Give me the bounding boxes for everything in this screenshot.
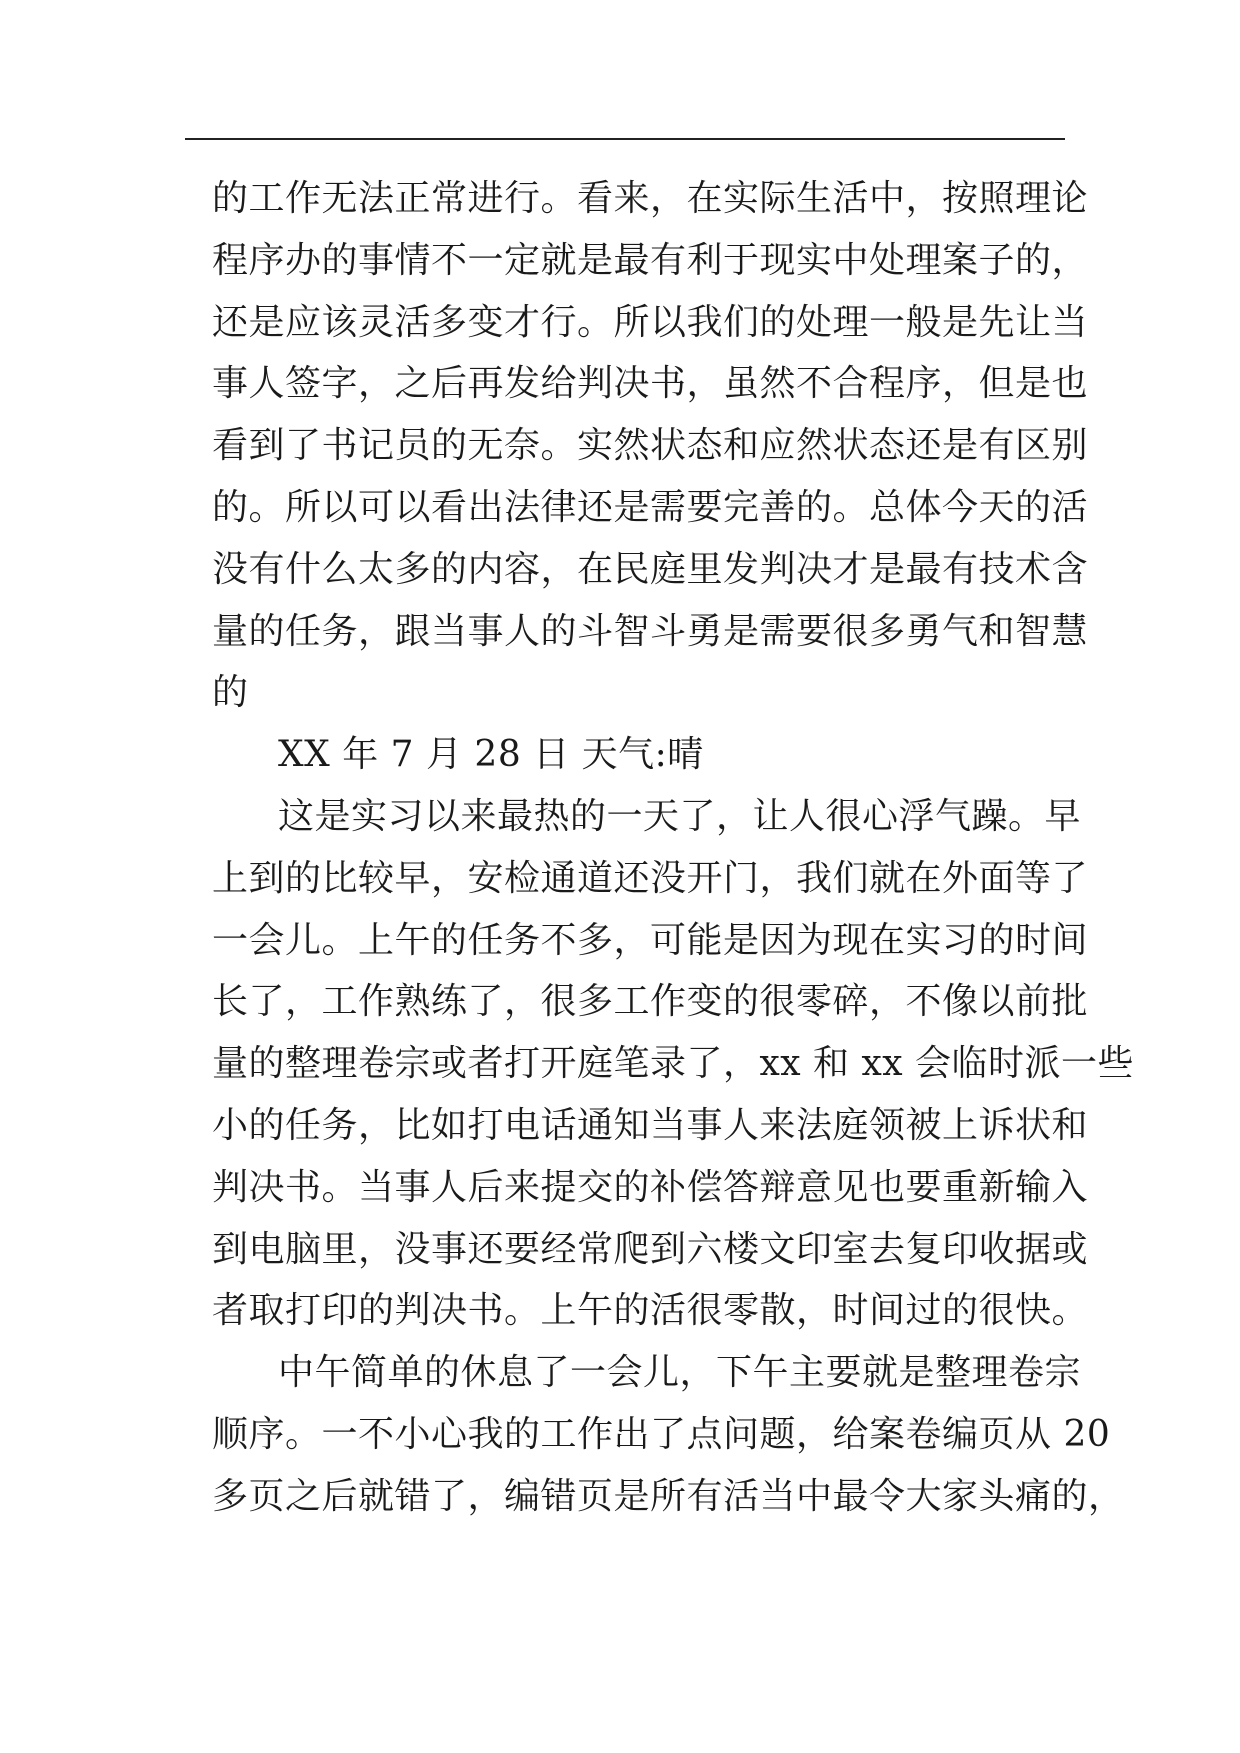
text-line: 上到的比较早，安检通道还没开门，我们就在外面等了 (212, 857, 1089, 899)
text-line: 中午简单的休息了一会儿，下午主要就是整理卷宗 (278, 1352, 1082, 1394)
text-line: 没有什么太多的内容，在民庭里发判决才是最有技术含 (212, 548, 1089, 590)
text-line: 判决书。当事人后来提交的补偿答辩意见也要重新输入 (212, 1166, 1089, 1208)
header-rule (185, 138, 1065, 140)
text-line: 到电脑里，没事还要经常爬到六楼文印室去复印收据或 (212, 1228, 1089, 1270)
text-line: 多页之后就错了，编错页是所有活当中最令大家头痛的， (212, 1475, 1125, 1517)
text-line: 还是应该灵活多变才行。所以我们的处理一般是先让当 (212, 301, 1089, 343)
text-line: 的 (212, 672, 249, 714)
text-line: 者取打印的判决书。上午的活很零散，时间过的很快。 (212, 1290, 1089, 1332)
text-line: 一会儿。上午的任务不多，可能是因为现在实习的时间 (212, 919, 1089, 961)
text-line: 事人签字，之后再发给判决书，虽然不合程序，但是也 (212, 363, 1089, 405)
text-line: 量的整理卷宗或者打开庭笔录了，xx 和 xx 会临时派一些 (212, 1043, 1135, 1085)
text-line: 看到了书记员的无奈。实然状态和应然状态还是有区别 (212, 425, 1089, 467)
text-line: 这是实习以来最热的一天了，让人很心浮气躁。早 (278, 795, 1082, 837)
text-line: 的。所以可以看出法律还是需要完善的。总体今天的活 (212, 486, 1089, 528)
text-line: XX 年 7 月 28 日 天气:晴 (278, 734, 704, 776)
text-line: 程序办的事情不一定就是最有利于现实中处理案子的， (212, 239, 1089, 281)
body-text (212, 168, 1135, 1528)
text-line: 的工作无法正常进行。看来，在实际生活中，按照理论 (212, 178, 1089, 219)
text-line: 长了，工作熟练了，很多工作变的很零碎，不像以前批 (212, 981, 1089, 1023)
text-line: 量的任务，跟当事人的斗智斗勇是需要很多勇气和智慧 (212, 610, 1089, 652)
text-line: 小的任务，比如打电话通知当事人来法庭领被上诉状和 (212, 1104, 1089, 1146)
text-line: 顺序。一不小心我的工作出了点问题，给案卷编页从 20 (212, 1413, 1111, 1455)
